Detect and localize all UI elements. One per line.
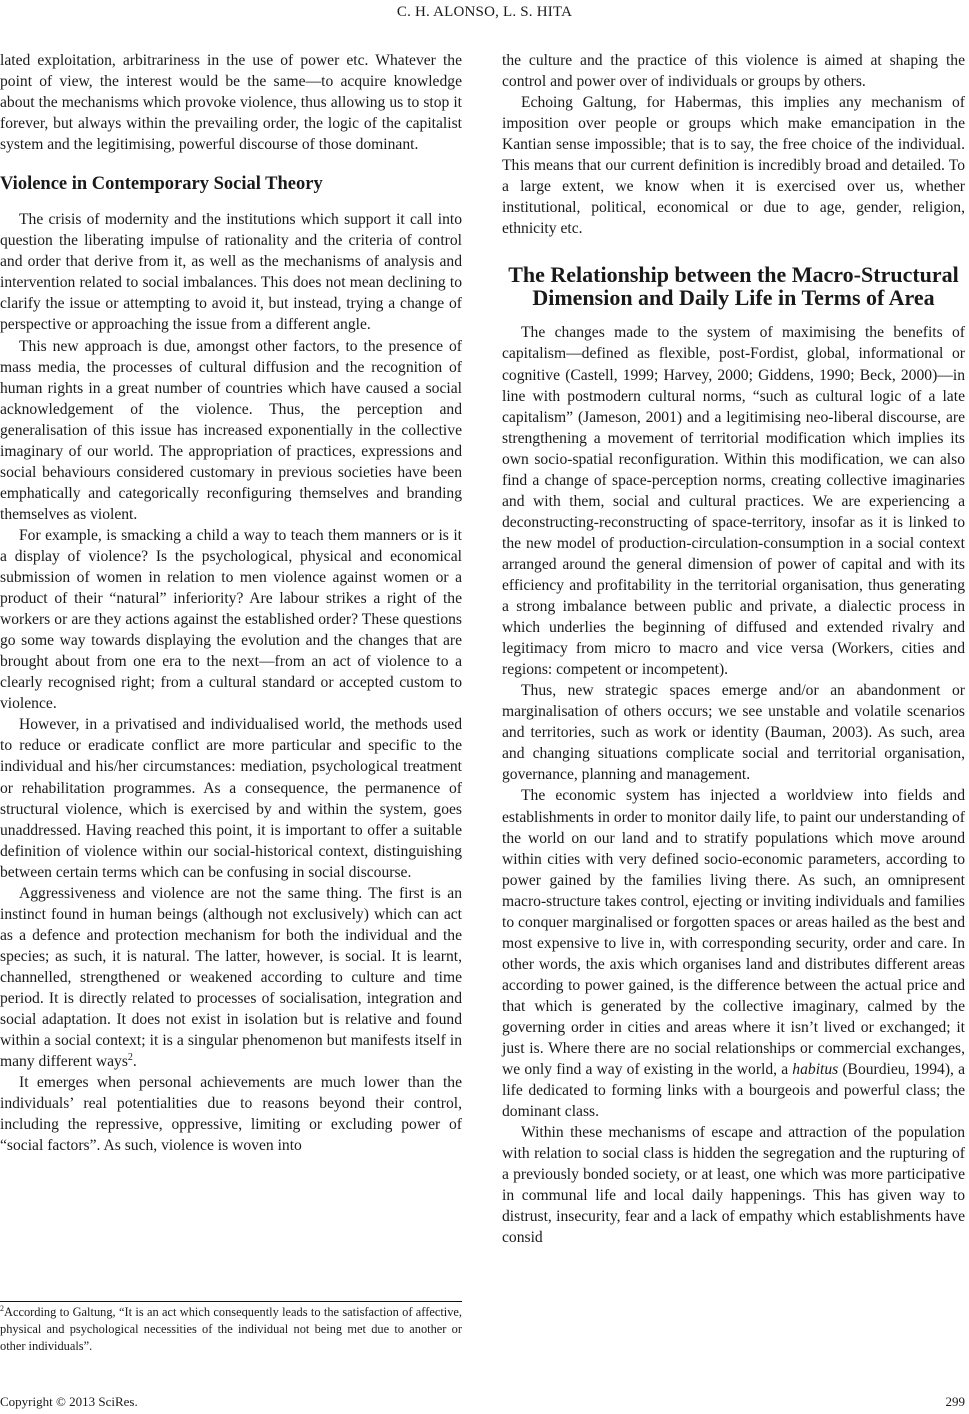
copyright-notice: Copyright © 2013 SciRes. [0, 1394, 138, 1409]
right-column [502, 50, 965, 1248]
paragraph: It emerges when personal achievements are much lower than the individuals’ real potentialities due to reasons beyond their control, including the repressive, oppressive, limiting or excluding power of “social factors”. As such, violence is woven into [0, 1074, 462, 1155]
paragraph-economic-system [502, 785, 965, 1122]
paragraph: However, in a privatised and individualised world, the methods used to reduce or eradicate conflict are more particular and specific to the individual and his/her circumstances: mediation, psychological treatment or rehabilitation programmes. As a consequence, the permanence of structural violence, which is exercised by and within the system, goes unaddressed. Having reached this point, it is important to offer a suitable definition of violence within our social-historical context, distinguishing between certain terms which can be confusing in social discourse. [0, 716, 462, 881]
footnote-number: 2 [0, 1304, 4, 1313]
paragraph: The crisis of modernity and the institutions which support it call into question the liberating impulse of rationality and the criteria of control and order that derive from it, as well as the mechanisms of analysis and intervention related to social imbalances. This does not mean declining to clarify the issue or attempting to avoid it, but instead, trying a change of perspective or approaching the issue from a different angle. [0, 211, 462, 334]
running-head: C. H. ALONSO, L. S. HITA [396, 4, 573, 20]
section-heading-violence: Violence in Contemporary Social Theory [0, 174, 323, 195]
italic-term: habitus [792, 1061, 839, 1079]
paragraph-with-footnote [0, 883, 462, 1072]
paragraph: Within these mechanisms of escape and attraction of the population with relation to social class is hidden the segregation and the rupturing of a previously bonded society, or at least, one which was more participative in communal life and local daily happenings. This has given way to distrust, insecurity, fear and a lack of empathy which establishments have consid [502, 1124, 965, 1247]
footnote-divider [0, 1301, 462, 1302]
footnote-text: According to Galtung, “It is an act which consequently leads to the satisfaction of affective, physical and psychological necessities of the individual not being met due to another or other individuals”. [0, 1305, 462, 1354]
footnote [0, 1304, 462, 1356]
paragraph: The changes made to the system of maximising the benefits of capitalism—defined as flexible, post-Fordist, global, informational or cognitive (Castell, 1999; Harvey, 2000; Giddens, 1990; Beck, 2000)—in line with postmodern cultural norms, “such as cultural logic of a late capitalism” (Jameson, 2001) and a legitimising neo-liberal discourse, are strengthening a movement of territorial modification which implies its own socio-spatial reconfiguration. Within this modification, we can also find a change of space-perception norms, creating collective imaginaries and with them, social and cultural practices. We are experiencing a deconstructing-reconstructing of space-territory, insofar as it is linked to the new model of production-circulation-consumption in a social context arranged around the general dimension of power of capital and with its efficiency and profitability in the territorial organisation, thus generating a strong imbalance between public and private, a dialectic process in which underlies the beginning of diffused and extended rivalry and legitimacy from micro to macro and vice versa (Workers, cities and regions: competent or incompetent). [502, 324, 965, 679]
paragraph: Thus, new strategic spaces emerge and/or an abandonment or marginalisation of others occurs; we see unstable and volatile scenarios and territories, such as work or identity (Bauman, 2003). As such, area and changing situations complicate social and territorial organisation, governance, planning and management. [502, 682, 965, 784]
heading-line-2: Dimension and Daily Life in Terms of Area [532, 285, 935, 311]
paragraph: For example, is smacking a child a way to teach them manners or is it a display of violence? Is the psychological, physical and economical submission of women in relation to men violence against women or a product of their “natural” inferiority? Are labour strikes a right of the workers or are they actions against the established order? These questions go some way towards displaying the evolution and the changes that are brought about from one era to the next—from an act of violence to a clearly recognised right; from a cultural standard or accepted custom to violence. [0, 526, 462, 713]
paragraph-text: (Bourdieu, 1994), a life dedicated to forming links with a bourgeois and powerful class; the dominant class. [502, 1061, 965, 1121]
paragraph-intro-continuation: the culture and the practice of this violence is aimed at shaping the control and power over of individuals or groups by others. [502, 52, 965, 91]
heading-line-1: The Relationship between the Macro-Structural [508, 262, 959, 288]
page-number: 299 [945, 1394, 965, 1409]
paragraph-text: Aggressiveness and violence are not the same thing. The first is an instinct found in human beings (although not exclusively) which can act as a defence and protection mechanism for both the individual and the species; as such, it is natural. The latter, however, is social. It is learnt, channelled, strengthened or weakened according to culture and time period. It is directly related to processes of socialisation, integration and social adaptation. It does not exist in isolation but is relative and found within a social context; it is a singular phenomenon but manifests itself in many different ways [0, 884, 462, 1071]
left-column [0, 50, 462, 1156]
footnote-reference[interactable]: 2 [127, 1052, 133, 1064]
paragraph: Echoing Galtung, for Habermas, this implies any mechanism of imposition over people or groups which make emancipation in the Kantian sense impossible; that is to say, the free choice of the individual. This means that our current definition is incredibly broad and detailed. To a large extent, we know when it is exercised over us, whether institutional, political, economical or due to age, gender, religion, ethnicity etc. [502, 94, 965, 238]
section-heading-macro-structural [502, 263, 965, 309]
paragraph-intro-continuation: lated exploitation, arbitrariness in the use of power etc. Whatever the point of view, the interest would be the same—to acquire knowledge about the mechanisms which provoke violence, thus allowing us to stop it forever, but always within the prevailing order, the logic of the capitalist system and the legitimising, powerful discourse of those dominant. [0, 52, 462, 154]
paragraph: This new approach is due, amongst other factors, to the presence of mass media, the processes of cultural diffusion and the recognition of human rights in a great number of countries which have caused a social acknowledgement of the violence. Thus, the perception and generalisation of this issue has increased exponentially in the collective imaginary of our world. The appropriation of practices, expressions and social behaviours considered customary in previous societies have been emphatically and categorically reconfiguring themselves and branding themselves as violent. [0, 337, 462, 523]
period: . [132, 1053, 137, 1071]
paragraph-text: The economic system has injected a worldview into fields and establishments in order to monitor daily life, to paint our understanding of the world on our land and to stratify populations which move around within cities with very defined socio-economic parameters, according to power gained by the families living there. As such, an omnipresent macro-structure takes control, ejecting or inviting individuals and families to conquer marginalised or forgotten spaces or areas hailed as the best and most expensive to live in, with corresponding security, order and care. In other words, the axis which organises land and distributes different areas according to power gained, is the difference between the actual price and that which is generated by the collective imaginary, calmed by the governing order in cities and areas where it isn’t lived or exchanged; it just is. Where there are no social relationships or commercial exchanges, we only find a way of existing in the world, a [502, 787, 965, 1079]
